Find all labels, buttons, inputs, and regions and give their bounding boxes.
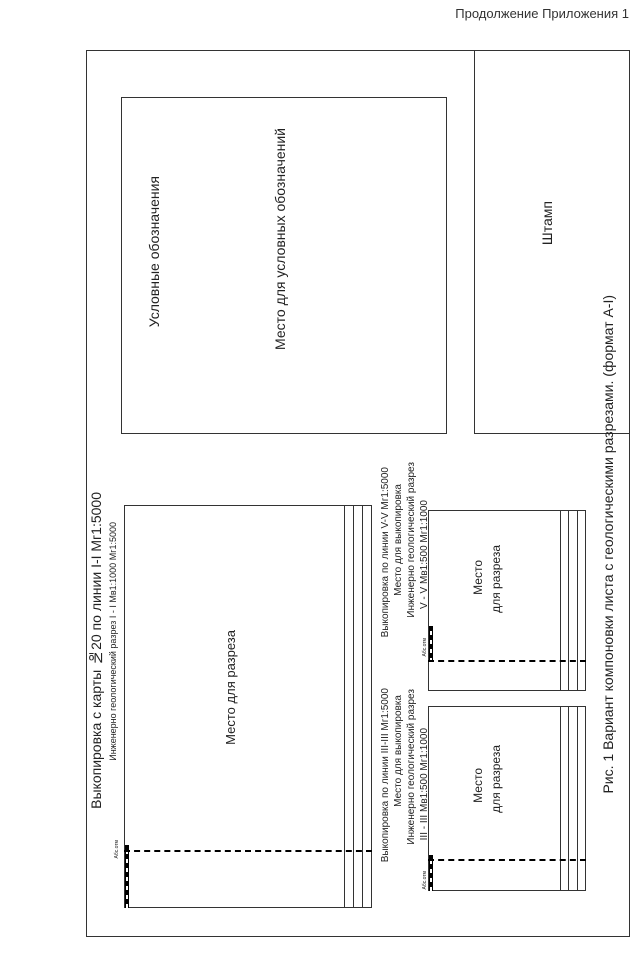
main-grid-line — [344, 505, 345, 908]
main-grid-line — [353, 505, 354, 908]
section5-grid-line — [560, 510, 561, 691]
section3-line4: III - III Mв1:500 Mг1:1000 — [419, 728, 430, 841]
section5-placeholder-line2: для разреза — [489, 545, 503, 613]
section3-baseline — [428, 859, 586, 861]
section5-abs-label: Абс.отм — [422, 638, 428, 657]
main-section-area — [124, 505, 372, 908]
section3-placeholder-line2: для разреза — [489, 745, 503, 813]
stamp-label: Штамп — [539, 201, 555, 246]
main-section-title: Выкопировка с карты №20 по линии I-I Mг1:5000 — [88, 492, 104, 809]
section5-line1: Выкопировка по линии V-V Mг1:5000 — [380, 467, 391, 638]
section3-abs-label: Абс.отм — [422, 871, 428, 890]
section5-line4: V - V Mв1:500 Mг1:1000 — [419, 500, 430, 610]
section5-line3: Инженерно геологический разрез — [406, 462, 417, 618]
main-grid-line — [362, 505, 363, 908]
legend-title: Условные обозначения — [146, 176, 162, 328]
section5-ruler — [429, 626, 433, 662]
section5-grid-line — [577, 510, 578, 691]
section5-baseline — [428, 660, 586, 662]
main-section-placeholder: Место для разреза — [223, 630, 238, 745]
main-baseline — [124, 850, 372, 852]
section3-grid-line — [577, 706, 578, 891]
main-abs-label: Абс.отм — [114, 840, 120, 859]
figure-caption: Рис. 1 Вариант компоновки листа с геологическими разрезами. (формат А-I) — [600, 295, 616, 794]
main-section-subtitle: Инженерно геологический разрез I - I Mв1:1000 Mг1:5000 — [108, 522, 118, 761]
section5-line2: Место для выкопировка — [393, 484, 404, 596]
section3-grid-line — [568, 706, 569, 891]
section5-placeholder-line1: Место — [471, 560, 485, 595]
section3-line3: Инженерно геологический разрез — [406, 689, 417, 845]
section5-area — [428, 510, 586, 691]
legend-box — [121, 97, 447, 434]
section3-area — [428, 706, 586, 891]
page-header-continuation: Продолжение Приложения 1 — [455, 6, 629, 21]
section3-line1: Выкопировка по линии III-III Mг1:5000 — [380, 688, 391, 863]
section5-grid-line — [568, 510, 569, 691]
section3-grid-line — [560, 706, 561, 891]
section3-line2: Место для выкопировка — [393, 695, 404, 807]
main-section-ruler — [125, 845, 129, 908]
legend-placeholder: Место для условных обозначений — [272, 128, 288, 350]
section3-placeholder-line1: Место — [471, 768, 485, 803]
